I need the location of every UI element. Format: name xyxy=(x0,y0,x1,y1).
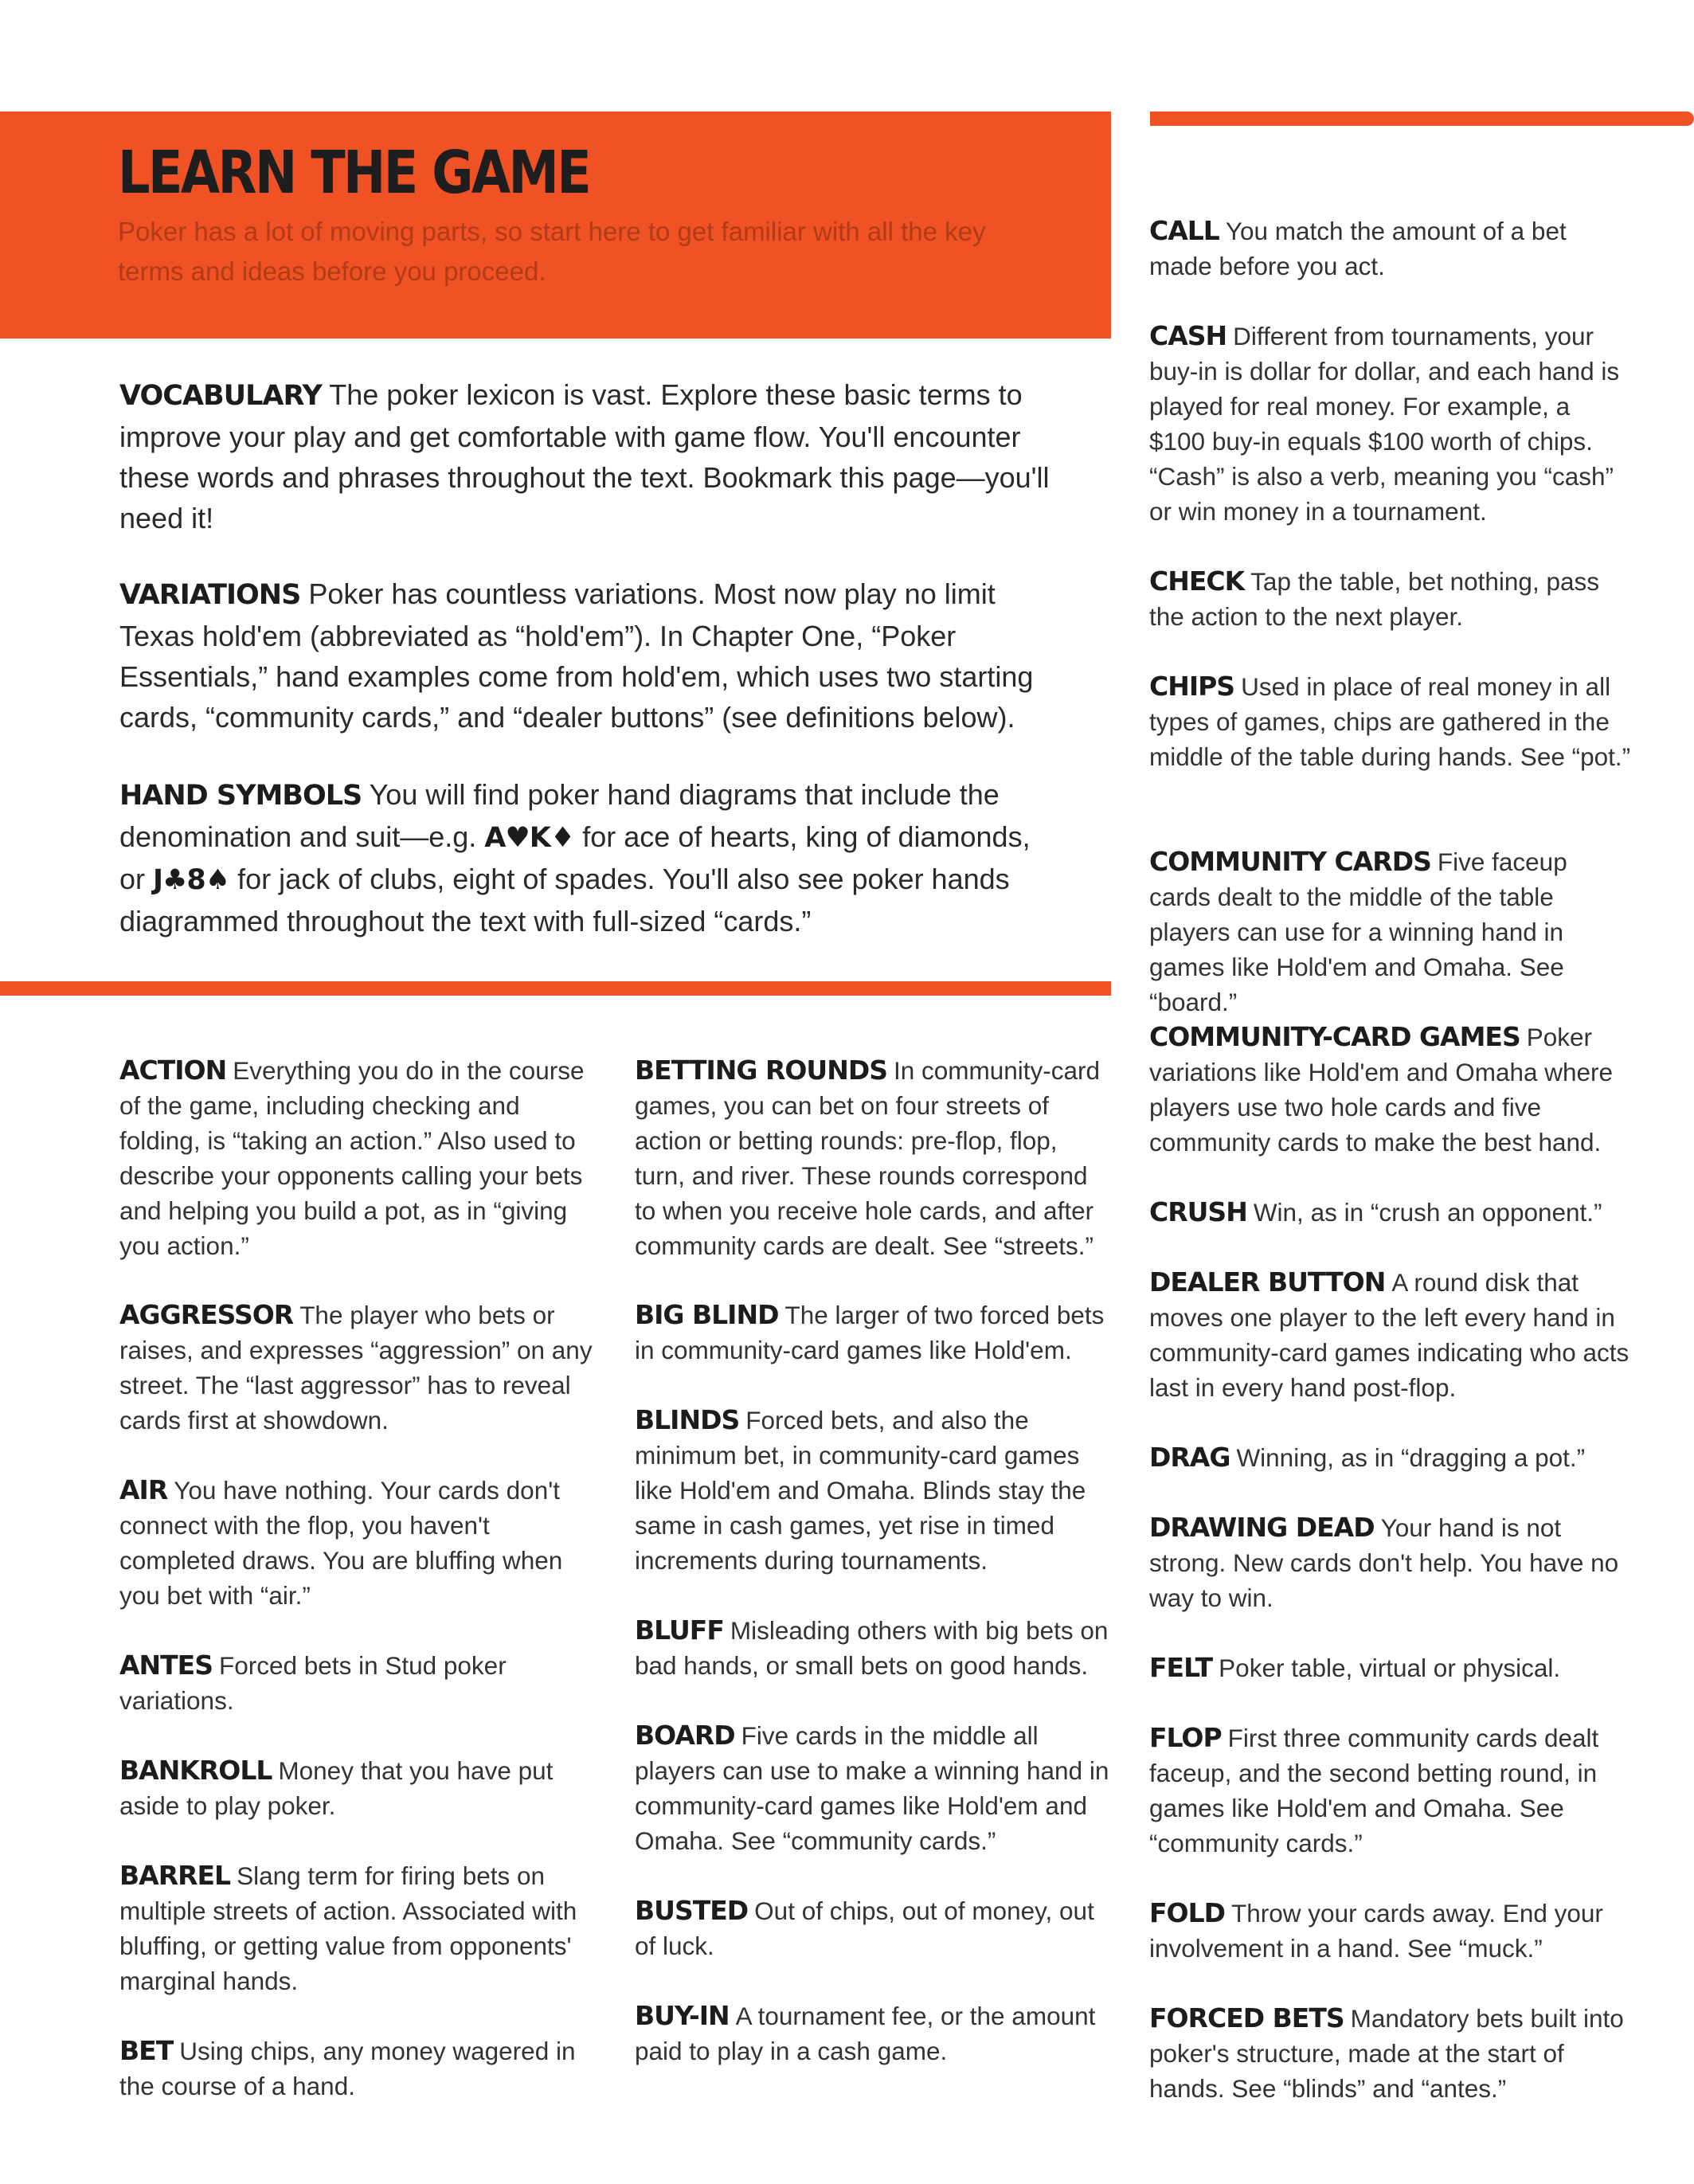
glossary-term: DEALER BUTTON xyxy=(1149,1266,1386,1297)
glossary-definition: Money that you have put aside to play poker. xyxy=(119,1756,554,1820)
glossary-term: BLUFF xyxy=(635,1615,724,1646)
glossary-term: ANTES xyxy=(119,1650,213,1681)
glossary-entry xyxy=(635,1297,1113,1368)
glossary-entry xyxy=(1149,2001,1631,2106)
intro-text: The poker lexicon is vast. Explore these basic terms to improve your play and get comfortable with game flow. You'll encounter these words and phrases throughout the text. Bookmark this page—you'll need it! xyxy=(119,378,1050,534)
glossary-definition: A tournament fee, or the amount paid to play in a cash game. xyxy=(635,2002,1096,2065)
glossary-entry xyxy=(635,1998,1113,2069)
intro-text: You will find poker hand diagrams that include the denomination and suit—e.g. xyxy=(119,778,1000,853)
glossary-entry xyxy=(119,1053,597,1263)
intro-text: Poker has countless variations. Most now play no limit Texas hold'em (abbreviated as “hold'em”). In Chapter One, “Poker Essentials,” hand examples come from hold'em, which uses two starting cards, “community cards,” and “dealer buttons” (see definitions below). xyxy=(119,577,1034,734)
glossary-definition: Win, as in “crush an opponent.” xyxy=(1253,1198,1602,1227)
glossary-term: ACTION xyxy=(119,1055,227,1086)
glossary-entry xyxy=(635,1893,1113,1963)
glossary-definition: Tap the table, bet nothing, pass the action to the next player. xyxy=(1149,567,1599,631)
glossary-term: BET xyxy=(119,2035,174,2066)
glossary-entry xyxy=(1149,1896,1631,1966)
glossary-term: FORCED BETS xyxy=(1149,2002,1344,2033)
glossary-term: CALL xyxy=(1149,215,1219,246)
glossary-definition: Your hand is not strong. New cards don't help. You have no way to win. xyxy=(1149,1513,1619,1612)
glossary-definition: Winning, as in “dragging a pot.” xyxy=(1236,1443,1586,1472)
glossary-term: COMMUNITY CARDS xyxy=(1149,846,1431,877)
intro-hand-symbols xyxy=(119,774,1059,941)
glossary-definition: Forced bets, and also the minimum bet, in community-card games like Hold'em and Omaha. Blinds stay the same in cash games, yet rise in timed increments during tournaments. xyxy=(635,1406,1086,1575)
glossary-entry xyxy=(635,1403,1113,1578)
glossary-definition: A round disk that moves one player to the left every hand in community-card games indicating who acts last in every hand post-flop. xyxy=(1149,1268,1629,1402)
glossary-definition: Throw your cards away. End your involvement in a hand. See “muck.” xyxy=(1149,1899,1603,1963)
glossary-entry xyxy=(1149,564,1631,634)
glossary-definition: Using chips, any money wagered in the course of a hand. xyxy=(119,2037,576,2100)
glossary-entry xyxy=(1149,1195,1631,1230)
glossary-definition: In community-card games, you can bet on four streets of action or betting rounds: pre-flop, flop, turn, and river. These rounds correspond to when you receive hole cards, and after community cards are dealt. See “streets.” xyxy=(635,1056,1101,1260)
glossary-term: FLOP xyxy=(1149,1722,1222,1753)
glossary-entry xyxy=(635,1613,1113,1683)
glossary-definition: Mandatory bets built into poker's structure, made at the start of hands. See “blinds” and “antes.” xyxy=(1149,2004,1624,2103)
glossary-definition: Five faceup cards dealt to the middle of the table players can use for a winning hand in games like Hold'em and Omaha. See “board.” xyxy=(1149,847,1567,1016)
page-subtitle: Poker has a lot of moving parts, so start here to get familiar with all the key terms and ideas before you proceed. xyxy=(118,217,986,286)
glossary-definition: Everything you do in the course of the game, including checking and folding, is “taking an action.” Also used to describe your opponents calling your bets and helping you build a pot, as in “giving you action.” xyxy=(119,1056,585,1260)
glossary-entry xyxy=(119,1753,597,1823)
glossary-entry xyxy=(1149,213,1631,284)
glossary-entry xyxy=(1149,1020,1631,1160)
hand-example-hearts-diamonds: A♥K♦ xyxy=(484,822,575,854)
header-banner xyxy=(0,112,1111,339)
glossary-term: CRUSH xyxy=(1149,1196,1247,1227)
glossary-definition: First three community cards dealt faceup, and the second betting round, in games like Hold'em and Omaha. See “community cards.” xyxy=(1149,1724,1599,1857)
glossary-entry xyxy=(119,2033,597,2104)
intro-term: VARIATIONS xyxy=(119,579,301,611)
intro-variations xyxy=(119,573,1059,738)
glossary-entry xyxy=(1149,669,1631,774)
glossary-term: BETTING ROUNDS xyxy=(635,1055,887,1086)
page-title: LEARN THE GAME xyxy=(118,139,590,207)
intro-term: HAND SYMBOLS xyxy=(119,780,362,812)
glossary-term: FELT xyxy=(1149,1652,1213,1683)
glossary-term: BIG BLIND xyxy=(635,1299,779,1330)
intro-text: for jack of clubs, eight of spades. You'll also see poker hands diagrammed throughout the text with full-sized “cards.” xyxy=(119,863,1010,937)
glossary-definition: Forced bets in Stud poker variations. xyxy=(119,1651,507,1715)
glossary-definition: The larger of two forced bets in community-card games like Hold'em. xyxy=(635,1301,1105,1364)
glossary-entry xyxy=(1149,319,1631,529)
glossary-term: FOLD xyxy=(1149,1897,1226,1928)
glossary-definition: Different from tournaments, your buy-in is dollar for dollar, and each hand is played for real money. For example, a $100 buy-in equals $100 worth of chips. “Cash” is also a verb, meaning you “cash” or win money in a tournament. xyxy=(1149,322,1620,526)
hand-example-clubs-spades: J♣8♠ xyxy=(153,864,230,896)
glossary-term: AGGRESSOR xyxy=(119,1299,294,1330)
top-right-rule xyxy=(1150,112,1694,126)
section-rule xyxy=(0,981,1111,996)
glossary-term: BUSTED xyxy=(635,1895,749,1926)
glossary-term: COMMUNITY-CARD GAMES xyxy=(1149,1021,1520,1052)
glossary-term: CHIPS xyxy=(1149,671,1235,702)
glossary-term: DRAG xyxy=(1149,1442,1230,1473)
intro-text: for ace of hearts, king of diamonds, or xyxy=(119,820,1031,895)
intro-vocabulary xyxy=(119,374,1059,538)
glossary-definition: Misleading others with big bets on bad hands, or small bets on good hands. xyxy=(635,1616,1109,1680)
intro-term: VOCABULARY xyxy=(119,380,322,412)
glossary-entry xyxy=(1149,1650,1631,1685)
glossary-entry xyxy=(119,1297,597,1438)
glossary-term: DRAWING DEAD xyxy=(1149,1512,1375,1543)
glossary-definition: You have nothing. Your cards don't connect with the flop, you haven't completed draws. You are bluffing when you bet with “air.” xyxy=(119,1476,563,1610)
glossary-entry xyxy=(1149,844,1631,1020)
glossary-entry xyxy=(119,1648,597,1718)
glossary-definition: Used in place of real money in all types of games, chips are gathered in the middle of the table during hands. See “pot.” xyxy=(1149,672,1631,771)
glossary-definition: Out of chips, out of money, out of luck. xyxy=(635,1896,1094,1960)
glossary-entry xyxy=(1149,1265,1631,1405)
glossary-term: CHECK xyxy=(1149,566,1245,597)
glossary-term: BOARD xyxy=(635,1720,735,1751)
glossary-definition: Slang term for firing bets on multiple streets of action. Associated with bluffing, or getting value from opponents' marginal hands. xyxy=(119,1861,577,1995)
glossary-term: BLINDS xyxy=(635,1404,740,1435)
glossary-entry xyxy=(119,1858,597,1998)
glossary-entry xyxy=(1149,1510,1631,1615)
glossary-entry xyxy=(635,1053,1113,1263)
glossary-entry xyxy=(119,1473,597,1613)
glossary-entry xyxy=(1149,1720,1631,1861)
glossary-term: BARREL xyxy=(119,1860,231,1891)
glossary-term: BUY-IN xyxy=(635,2000,730,2031)
glossary-definition: Five cards in the middle all players can use to make a winning hand in community-card games like Hold'em and Omaha. See “community cards.” xyxy=(635,1721,1109,1855)
glossary-definition: Poker variations like Hold'em and Omaha where players use two hole cards and five community cards to make the best hand. xyxy=(1149,1023,1614,1157)
glossary-term: CASH xyxy=(1149,320,1227,351)
glossary-term: AIR xyxy=(119,1474,168,1505)
glossary-entry xyxy=(1149,1440,1631,1475)
glossary-definition: You match the amount of a bet made before you act. xyxy=(1149,217,1567,280)
glossary-definition: Poker table, virtual or physical. xyxy=(1219,1654,1561,1682)
glossary-term: BANKROLL xyxy=(119,1755,272,1786)
glossary-entry xyxy=(635,1718,1113,1858)
glossary-definition: The player who bets or raises, and expresses “aggression” on any street. The “last aggressor” has to reveal cards first at showdown. xyxy=(119,1301,593,1434)
